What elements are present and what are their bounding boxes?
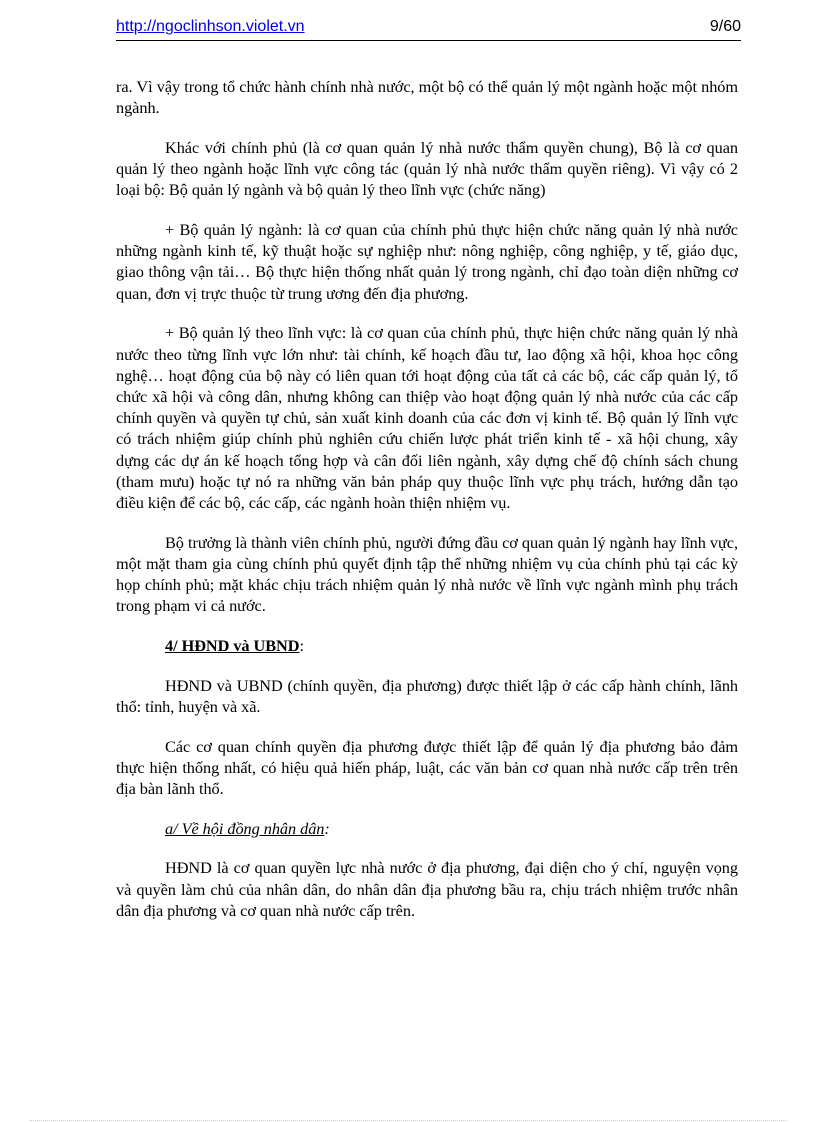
subheading-colon: : — [324, 818, 330, 838]
document-body — [116, 76, 738, 940]
subsection-heading-line — [116, 818, 738, 839]
site-link[interactable]: http://ngoclinhson.violet.vn — [116, 18, 305, 35]
paragraph: Bộ trưởng là thành viên chính phủ, người đứng đầu cơ quan quản lý ngành hay lĩnh vực, một mặt tham gia cùng chính phủ quyết định tập thể những nhiệm vụ của chính phủ tại các kỳ họp chính phủ; mặt khác chịu trách nhiệm quản lý nhà nước về lĩnh vực ngành mình phụ trách trong phạm vi cả nước. — [116, 532, 738, 616]
paragraph: HĐND và UBND (chính quyền, địa phương) được thiết lập ở các cấp hành chính, lãnh thổ: tỉnh, huyện và xã. — [116, 675, 738, 716]
paragraph: + Bộ quản lý theo lĩnh vực: là cơ quan của chính phủ, thực hiện chức năng quản lý nhà nước theo từng lĩnh vực lớn như: tài chính, kế hoạch đầu tư, lao động xã hội, khoa học công nghệ… hoạt động của bộ này có liên quan tới hoạt động của tất cả các bộ, các cấp quản lý, tổ chức xã hội và công dân, nhưng không can thiệp vào hoạt động quản lý nhà nước của các cấp chính quyền và quyền tự chủ, sản xuất kinh doanh của các đơn vị kinh tế. Bộ quản lý lĩnh vực có trách nhiệm giúp chính phủ nghiên cứu chiến lược phát triển kinh tế - xã hội chung, xây dựng các dự án kế hoạch tổng hợp và cân đối liên ngành, xây dựng chế độ chính sách chung (tham mưu) hoặc tự nó ra những văn bản pháp quy thuộc lĩnh vực phụ trách, hướng dẫn tạo điều kiện để các bộ, các cấp, các ngành hoàn thiện nhiệm vụ. — [116, 323, 738, 512]
heading-colon: : — [299, 635, 304, 655]
page-bottom-rule — [30, 1120, 786, 1121]
subsection-heading: a/ Về hội đồng nhân dân — [165, 818, 325, 838]
paragraph: HĐND là cơ quan quyền lực nhà nước ở địa phương, đại diện cho ý chí, nguyện vọng và quyền làm chủ của nhân dân, do nhân dân địa phương bầu ra, chịu trách nhiệm trước nhân dân địa phương và cơ quan nhà nước cấp trên. — [116, 858, 738, 920]
page-header — [116, 18, 741, 41]
paragraph: Khác với chính phủ (là cơ quan quản lý nhà nước thẩm quyền chung), Bộ là cơ quan quản lý theo ngành hoặc lĩnh vực công tác (quản lý nhà nước thẩm quyền riêng). Vì vậy có 2 loại bộ: Bộ quản lý ngành và bộ quản lý theo lĩnh vực (chức năng) — [116, 137, 738, 200]
section-heading-line — [116, 635, 738, 656]
paragraph: ra. Vì vậy trong tổ chức hành chính nhà nước, một bộ có thể quản lý một ngành hoặc một nhóm ngành. — [116, 77, 738, 118]
section-heading: 4/ HĐND và UBND — [165, 635, 300, 655]
page-number: 9/60 — [709, 18, 741, 35]
paragraph: Các cơ quan chính quyền địa phương được thiết lập để quản lý địa phương bảo đảm thực hiện thống nhất, có hiệu quả hiến pháp, luật, các văn bản cơ quan nhà nước cấp trên trên địa bàn lãnh thổ. — [116, 736, 738, 798]
paragraph: + Bộ quản lý ngành: là cơ quan của chính phủ thực hiện chức năng quản lý nhà nước những ngành kinh tế, kỹ thuật hoặc sự nghiệp như: nông nghiệp, công nghiệp, y tế, giáo dục, giao thông vận tải… Bộ thực hiện thống nhất quản lý trong ngành, chỉ đạo toàn diện những cơ quan, đơn vị trực thuộc từ trung ương đến địa phương. — [116, 220, 738, 303]
